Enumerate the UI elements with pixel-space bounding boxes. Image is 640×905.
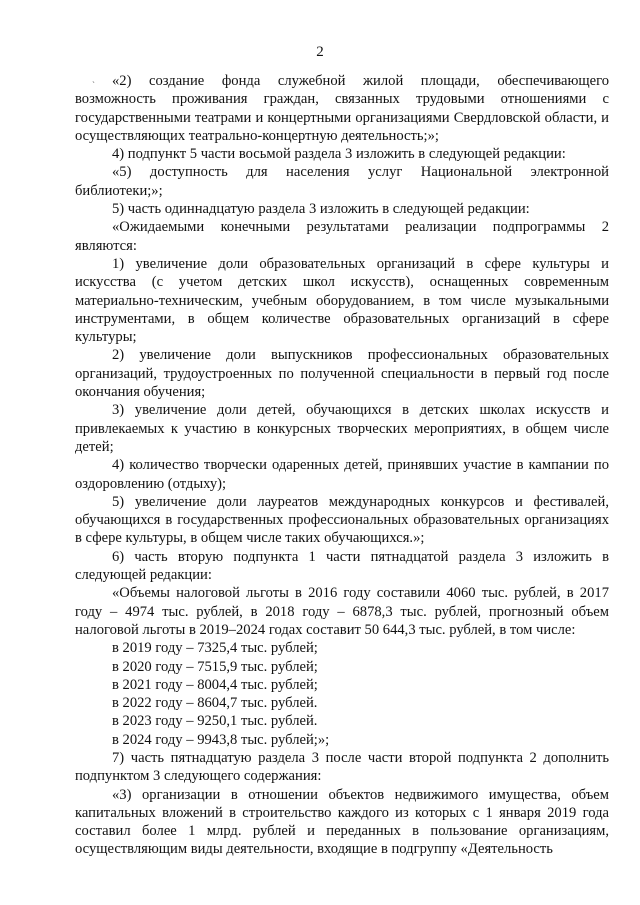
- paragraph: «3) организации в отношении объектов недвижимого имущества, объем капитальных вложений в строительство каждого из которых с 1 января 2019 года составил более 1 млрд. рублей и переданных в пользование организациям, осуществляющим виды деятельности, входящие в подгруппу «Деятельность: [75, 786, 609, 858]
- paragraph: «2) создание фонда служебной жилой площади, обеспечивающего возможность проживания граждан, связанных трудовыми отношениями с государственными театрами и концертными организациями Свердловской области, и осуществляющих театрально-концертную деятельность;»;: [75, 73, 609, 144]
- scan-mark: `: [92, 80, 95, 90]
- paragraph: «Объемы налоговой льготы в 2016 году составили 4060 тыс. рублей, в 2017 году – 4974 тыс. рублей, в 2018 году – 6878,3 тыс. рублей, прогнозный объем налоговой льготы в 2019–2024 годах составит 50 644,3 тыс. рублей, в том числе:: [75, 585, 609, 638]
- year-list-item: в 2022 году – 8604,7 тыс. рублей.: [112, 695, 318, 712]
- year-list-item: в 2023 году – 9250,1 тыс. рублей.: [112, 713, 318, 730]
- paragraph: 7) часть пятнадцатую раздела 3 после части второй подпункта 2 дополнить подпунктом 3 следующего содержания:: [75, 749, 609, 785]
- paragraph: 5) часть одиннадцатую раздела 3 изложить в следующей редакции:: [112, 201, 530, 218]
- year-list-item: в 2019 году – 7325,4 тыс. рублей;: [112, 640, 318, 657]
- page-number: 2: [316, 44, 324, 60]
- year-list: [75, 639, 609, 749]
- paragraph: 4) подпункт 5 части восьмой раздела 3 изложить в следующей редакции:: [112, 146, 566, 163]
- year-list-item: в 2020 году – 7515,9 тыс. рублей;: [112, 658, 318, 675]
- year-list-item: в 2021 году – 8004,4 тыс. рублей;: [112, 676, 318, 693]
- paragraph: «5) доступность для населения услуг Национальной электронной библиотеки;»;: [75, 164, 609, 199]
- paragraph: 5) увеличение доли лауреатов международных конкурсов и фестивалей, обучающихся в государственных профессиональных образовательных организациях в сфере культуры, в общем числе таких обучающихся.»;: [75, 493, 609, 547]
- paragraph: 1) увеличение доли образовательных организаций в сфере культуры и искусства (с учетом детских школ искусств), оснащенных современным материально-техническим, учебным оборудованием, в том числе музыкальными инструментами, в общем количестве образовательных организаций в сфере культуры;: [75, 255, 609, 346]
- document-body: [75, 72, 609, 859]
- year-list-item: в 2024 году – 9943,8 тыс. рублей;»;: [112, 731, 330, 748]
- paragraph: «Ожидаемыми конечными результатами реализации подпрограммы 2 являются:: [75, 219, 609, 254]
- paragraph: 3) увеличение доли детей, обучающихся в детских школах искусств и привлекаемых к участию в конкурсных творческих мероприятиях, в общем числе детей;: [75, 402, 609, 455]
- paragraph: 2) увеличение доли выпускников профессиональных образовательных организаций, трудоустроенных по полученной специальности в первый год после окончания обучения;: [75, 347, 609, 401]
- paragraph: 4) количество творчески одаренных детей, принявших участие в кампании по оздоровлению (отдыху);: [75, 457, 609, 492]
- paragraph: 6) часть вторую подпункта 1 части пятнадцатой раздела 3 изложить в следующей редакции:: [75, 548, 609, 584]
